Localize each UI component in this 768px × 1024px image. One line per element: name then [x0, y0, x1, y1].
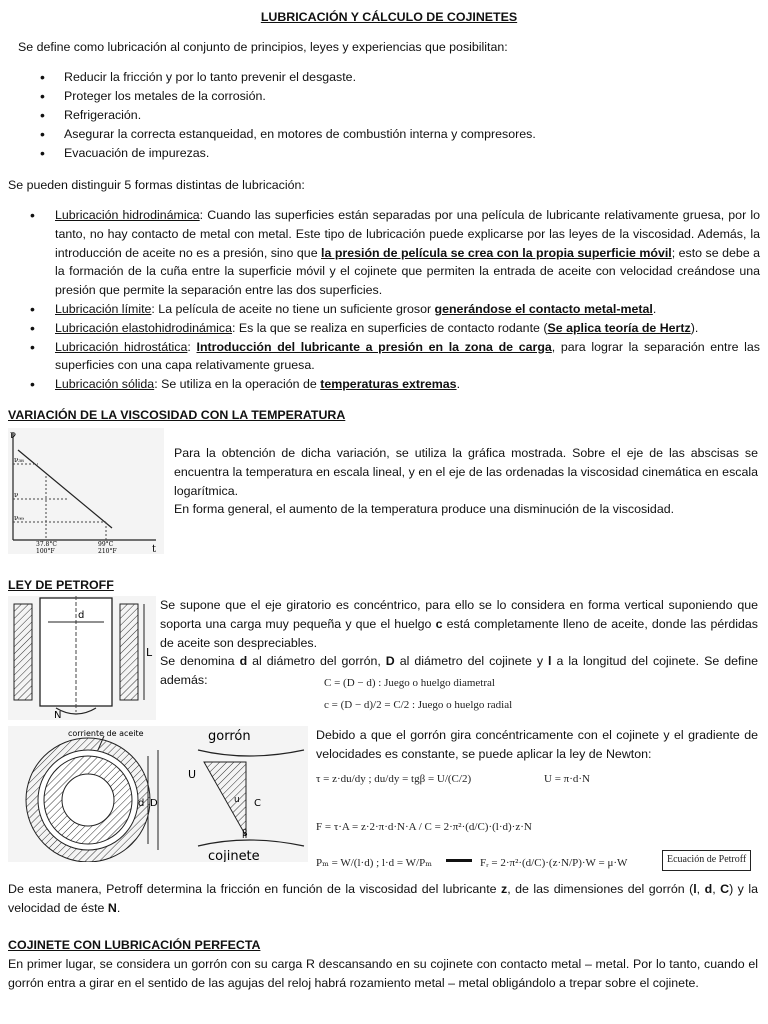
x-tick-label: 100°F	[36, 548, 55, 554]
list-item: • Evacuación de impurezas.	[0, 144, 740, 163]
form-name: Lubricación elastohidrodinámica	[55, 320, 233, 335]
forms-intro: Se pueden distinguir 5 formas distintas de lubricación:	[8, 178, 305, 192]
journal-vertical-figure	[8, 596, 156, 720]
petroff-paragraph-3: Debido a que el gorrón gira concéntricamente con el cojinete y el gradiente de velocidades es constante, se puede aplicar la ley de Newton:	[316, 728, 758, 761]
form-text: : Se utiliza en la operación de	[154, 377, 321, 392]
form-name: Lubricación límite	[55, 301, 152, 316]
velocity-label: U	[188, 768, 197, 781]
formula-newton: τ = z·du/dy ; du/dy = tgβ = U/(C/2)	[316, 773, 472, 785]
text-span: ,	[712, 882, 721, 896]
dimension-label: N	[54, 710, 62, 720]
form-name: Lubricación sólida	[55, 377, 155, 392]
perfect-lubrication-paragraph: En primer lugar, se considera un gorrón con su carga R descansando en su cojinete con contacto metal – metal. Por lo tanto, cuando el gorrón entra a girar en el sentido de las agujas del reloj habrá rozamiento metal – metal obligándolo a trepar sobre el cojinete.	[8, 957, 758, 990]
clearance-label: C	[254, 798, 261, 809]
text-span: a la longitud del cojinete. Se define además:	[160, 654, 759, 687]
form-text: : Es la que se realiza en superficies de contacto rodante (	[232, 320, 548, 335]
x-tick-label: 210°F	[98, 548, 117, 554]
bearing-wall-right	[120, 604, 138, 700]
text-span: está completamente lleno de aceite, donde las pérdidas de aceite son despreciables.	[160, 616, 758, 650]
form-text: , para lograr la separación entre las superficies con una capa relativamente gruesa.	[55, 339, 760, 373]
formula-petroff: Fᵣ = 2·π²·(d/C)·(z·N/P)·W = μ·W	[480, 857, 628, 869]
text-span: De esta manera, Petroff determina la fricción en función de la viscosidad del lubricante	[8, 882, 502, 896]
formula-velocity: U = π·d·N	[544, 773, 590, 785]
journal-core	[62, 774, 114, 826]
form-emphasis: generándose el contacto metal-metal	[434, 301, 653, 316]
journal-section-figure	[8, 726, 308, 862]
text-span: .	[116, 900, 121, 915]
petroff-equation-label: Ecuación de Petroff	[662, 850, 751, 871]
form-emphasis: la presión de película se crea con la propia superficie móvil	[321, 245, 672, 260]
text-span: N	[107, 900, 117, 915]
dimension-label: L	[146, 646, 153, 659]
text-span: al diámetro del gorrón,	[247, 654, 386, 668]
angle-label: β	[242, 829, 248, 839]
petroff-paragraph-1	[160, 596, 758, 652]
form-emphasis: temperaturas extremas	[320, 377, 457, 392]
text-span: ) y la velocidad de éste	[8, 882, 759, 915]
text-span: d	[239, 654, 248, 668]
local-velocity-label: u	[234, 795, 240, 805]
purposes-list	[0, 68, 740, 163]
text-span: c	[435, 616, 443, 631]
text-span: , de las dimensiones del gorrón (	[507, 882, 694, 896]
text-span: Se denomina	[160, 654, 240, 668]
viscosity-heading: VARIACIÓN DE LA VISCOSIDAD CON LA TEMPERATURA	[8, 408, 346, 422]
viscosity-paragraph-1: Para la obtención de dicha variación, se utiliza la gráfica mostrada. Sobre el eje de las abscisas se encuentra la temperatura en escala lineal, y en el eje de las ordenadas la viscosidad cinemática en escala logarítmica.	[174, 446, 758, 498]
gorron-label: gorrón	[208, 729, 251, 744]
dimension-label: d	[78, 610, 85, 621]
intro-paragraph: Se define como lubricación al conjunto de principios, leyes y experiencias que posibilitan:	[18, 40, 508, 54]
text-span: l	[548, 654, 552, 668]
formula-huelgo-radial: c = (D − d)/2 = C/2 : Juego o huelgo radial	[324, 699, 513, 711]
form-name: Lubricación hidrodinámica	[55, 208, 200, 222]
forms-list	[0, 206, 760, 394]
formula-friction-force: F = τ·A = z·2·π·d·N·A / C = 2·π²·(d/C)·(l·d)·z·N	[316, 821, 532, 833]
text-span: al diámetro del cojinete y	[394, 654, 549, 668]
list-item: • Refrigeración.	[0, 106, 740, 125]
form-text: :	[187, 339, 197, 354]
x-axis-label: t	[152, 544, 157, 554]
figure-background	[8, 428, 164, 554]
form-item-hidrostatica	[0, 338, 760, 376]
text-span: d	[704, 882, 713, 896]
dimension-label: d	[138, 798, 145, 809]
form-text: ; esto se debe a la formación de la cuña entre la superficie móvil y el cojinete que permiten la entrada de aceite con velocidad creándose una presión que permite la separación entre las dos superficies.	[55, 245, 760, 298]
y-tick-label: ν₉₉	[14, 514, 24, 522]
y-axis-label: ν	[10, 430, 17, 441]
formula-pressure: Pₘ = W/(l·d) ; l·d = W/Pₘ	[316, 857, 432, 869]
perfect-lubrication-heading: COJINETE CON LUBRICACIÓN PERFECTA	[8, 938, 261, 952]
text-span: z	[501, 882, 508, 896]
form-text: : La película de aceite no tiene un suficiente grosor	[151, 301, 435, 316]
text-span: D	[385, 654, 395, 668]
text-span: ,	[696, 882, 705, 896]
dimension-label: D	[150, 798, 158, 809]
list-item: • Asegurar la correcta estanqueidad, en motores de combustión interna y compresores.	[0, 125, 740, 144]
form-text: : Cuando las superficies están separadas por una película de lubricante relativamente gruesa, por lo tanto, no hay contacto de metal con metal. Este tipo de lubricación puede explicarse por las leyes de la viscosidad. Además, la introducción de aceite no es a presión, sino que	[55, 208, 760, 260]
text-span: C	[720, 882, 730, 896]
oil-flow-label: corriente de aceite	[68, 729, 144, 738]
form-text: .	[652, 301, 657, 316]
text-span: Se supone que el eje giratorio es concéntrico, para ello se lo considera en forma vertical suponiendo que soporta una carga muy pequeña y que el huelgo	[160, 598, 758, 631]
form-item-elastohidrodinamica	[0, 319, 760, 338]
form-emphasis: Se aplica teoría de Hertz	[547, 320, 691, 335]
form-emphasis: Introducción del lubricante a presión en la zona de carga	[196, 339, 552, 354]
list-item: • Proteger los metales de la corrosión.	[0, 87, 740, 106]
list-item: • Reducir la fricción y por lo tanto prevenir el desgaste.	[0, 68, 740, 87]
bearing-wall-left	[14, 604, 32, 700]
text-span: l	[693, 882, 697, 896]
x-tick-label: 99°C	[98, 541, 114, 548]
document-title: LUBRICACIÓN Y CÁLCULO DE COJINETES	[260, 10, 518, 24]
x-tick-label: 37.8°C	[36, 541, 57, 548]
form-text: .	[456, 377, 461, 392]
petroff-heading: LEY DE PETROFF	[8, 578, 114, 592]
implication-arrow	[446, 859, 472, 862]
viscosity-temperature-figure	[8, 428, 164, 554]
y-tick-label: ν	[14, 491, 19, 499]
form-item-solida	[0, 375, 760, 394]
form-name: Lubricación hidrostática	[55, 339, 188, 354]
petroff-paragraph-4	[8, 880, 758, 918]
viscosity-paragraph-2: En forma general, el aumento de la temperatura produce una disminución de la viscosidad.	[174, 502, 675, 516]
y-tick-label: ν₃₈	[14, 456, 24, 464]
formula-huelgo-diametral: C = (D − d) : Juego o huelgo diametral	[324, 677, 495, 689]
form-item-hidrodinamica	[0, 206, 760, 300]
cojinete-label: cojinete	[208, 849, 260, 862]
form-text: ).	[690, 320, 699, 335]
form-item-limite	[0, 300, 760, 319]
